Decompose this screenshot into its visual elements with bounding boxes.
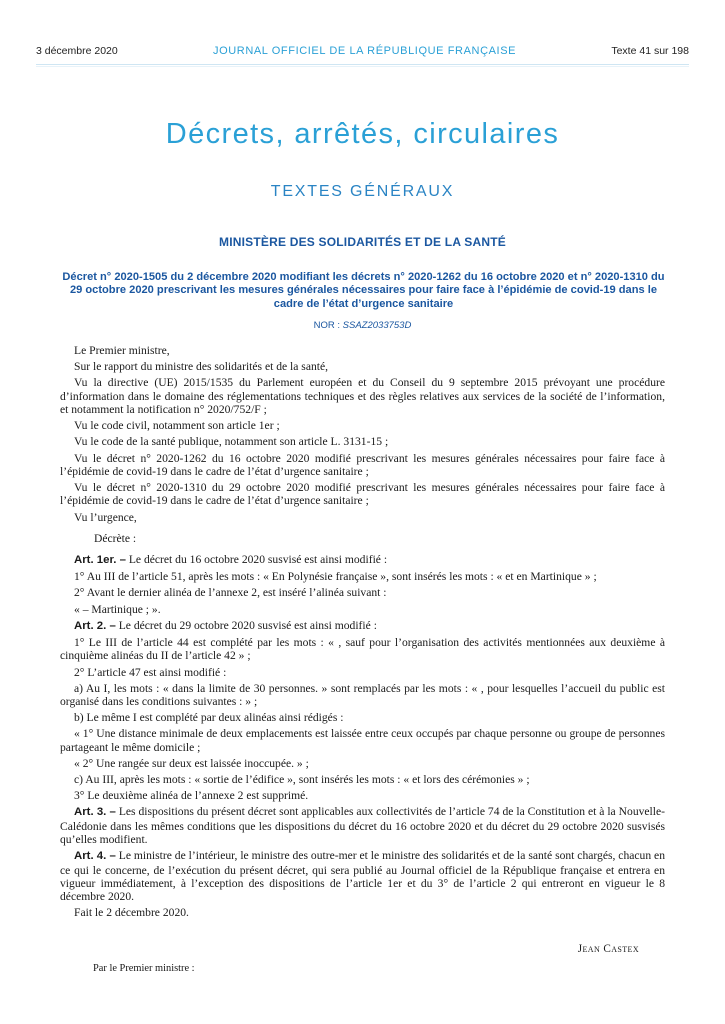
nor-code: SSAZ2033753D (342, 320, 412, 331)
visa-7: Vu l’urgence, (74, 510, 137, 524)
visa-5: Vu le décret n° 2020-1262 du 16 octobre 2020 modifié prescrivant les mesures générales nécessaires pour faire face à l’épidémie de covid-19 dans le cadre de l’état d’urgence sanitaire ; (60, 451, 665, 478)
visa-1: Sur le rapport du ministre des solidarités et de la santé, (74, 360, 329, 374)
article-2-item-0: 1° Le III de l’article 44 est complété par les mots : « , sauf pour l’organisation des activités mentionnées aux deuxième à cinquième alinéas du II de l’article 42 » ; (60, 636, 665, 663)
article-2-item-6: c) Au III, après les mots : « sortie de l’édifice », sont insérés les mots : « et lors des cérémonies » ; (74, 773, 530, 787)
nor-label: NOR : (313, 320, 343, 331)
visa-6: Vu le décret n° 2020-1310 du 29 octobre 2020 modifié prescrivant les mesures générales nécessaires pour faire face à l’épidémie de covid-19 dans le cadre de l’état d’urgence sanitaire ; (60, 481, 665, 508)
article-2-intro (60, 619, 665, 633)
decree-title: Décret n° 2020-1505 du 2 décembre 2020 modifiant les décrets n° 2020-1262 du 16 octobre 2020 et n° 2020-1310 du 29 octobre 2020 prescrivant les mesures générales nécessaires pour faire face à l’épidémie de covid-19 dans le cadre de l’état d’urgence sanitaire (62, 271, 665, 310)
article-2-intro-text: Le décret du 29 octobre 2020 susvisé est ainsi modifié : (118, 618, 377, 632)
article-4-text: Le ministre de l’intérieur, le ministre des outre-mer et le ministre des solidarités et de la santé sont chargés, chacun en ce qui le concerne, de l’exécution du présent décret, qui sera publié au Journal officiel de la République française et entrera en vigueur immédiatement, à l’exception des dispositions de l’article 1er et du 3° de l’article 2 qui entreront en vigueur le 8 décembre 2020. (60, 849, 665, 904)
article-3 (60, 805, 665, 846)
article-2-item-5: « 2° Une rangée sur deux est laissée inoccupée. » ; (74, 756, 309, 770)
done-at: Fait le 2 décembre 2020. (74, 906, 189, 920)
nor-reference (0, 320, 725, 331)
section-title: Décrets, arrêtés, circulaires (165, 118, 560, 150)
article-4-label: Art. 4. – (74, 850, 116, 863)
article-2-item-3: b) Le même I est complété par deux alinéas ainsi rédigés : (74, 711, 344, 725)
article-2-item-2: a) Au I, les mots : « dans la limite de 30 personnes. » sont remplacés par les mots : « , pour lesquelles l’accueil du public est organisé dans les conditions suivantes : » ; (60, 681, 665, 708)
article-2-item-4: « 1° Une distance minimale de deux emplacements est laissée entre ceux occupés par chaque personne ou groupe de personnes partageant le même domicile ; (60, 727, 665, 754)
visa-4: Vu le code de la santé publique, notamment son article L. 3131-15 ; (74, 435, 389, 449)
journal-name: JOURNAL OFFICIEL DE LA RÉPUBLIQUE FRANÇAISE (212, 45, 517, 57)
publication-date: 3 décembre 2020 (36, 45, 118, 57)
page-header (36, 40, 689, 62)
article-1-item-0: 1° Au III de l’article 51, après les mots : « En Polynésie française », sont insérés les mots : « et en Martinique » ; (74, 570, 597, 584)
article-2-item-1: 2° L’article 47 est ainsi modifié : (74, 665, 227, 679)
article-3-label: Art. 3. – (74, 806, 116, 819)
ministry-heading: MINISTÈRE DES SOLIDARITÉS ET DE LA SANTÉ (219, 235, 506, 249)
article-3-text: Les dispositions du présent décret sont applicables aux collectivités de l’article 74 de la Constitution et à la Nouvelle-Calédonie dans les mêmes conditions que les dispositions du décret du 16 octobre 2020 et du décret du 29 octobre 2020 susvisés qu’elles modifient. (60, 805, 666, 847)
article-1-label: Art. 1er. – (74, 554, 126, 567)
article-4 (60, 849, 665, 903)
article-1-intro-text: Le décret du 16 octobre 2020 susvisé est ainsi modifié : (128, 553, 388, 567)
signatory-name: Jean Castex (577, 943, 639, 955)
visa-3: Vu le code civil, notamment son article 1er ; (74, 419, 280, 433)
text-number: Texte 41 sur 198 (611, 45, 689, 57)
par-le-premier-ministre: Par le Premier ministre : (93, 963, 195, 974)
decrete-line: Décrète : (94, 531, 137, 545)
article-1-intro (60, 553, 665, 567)
article-1-item-2: « – Martinique ; ». (74, 602, 161, 616)
visa-0: Le Premier ministre, (74, 344, 170, 357)
article-2-label: Art. 2. – (74, 619, 116, 632)
header-divider (36, 64, 689, 67)
section-subtitle: TEXTES GÉNÉRAUX (270, 183, 455, 200)
article-1-item-1: 2° Avant le dernier alinéa de l’annexe 2, est inséré l’alinéa suivant : (74, 586, 387, 600)
decree-body (60, 344, 665, 922)
article-2-item-7: 3° Le deuxième alinéa de l’annexe 2 est supprimé. (74, 789, 309, 803)
visa-2: Vu la directive (UE) 2015/1535 du Parlement européen et du Conseil du 9 septembre 2015 prévoyant une procédure d’information dans le domaine des réglementations techniques et des règles relatives aux services de la société de l’information, et notamment la notification n° 2020/752/F ; (60, 376, 665, 416)
